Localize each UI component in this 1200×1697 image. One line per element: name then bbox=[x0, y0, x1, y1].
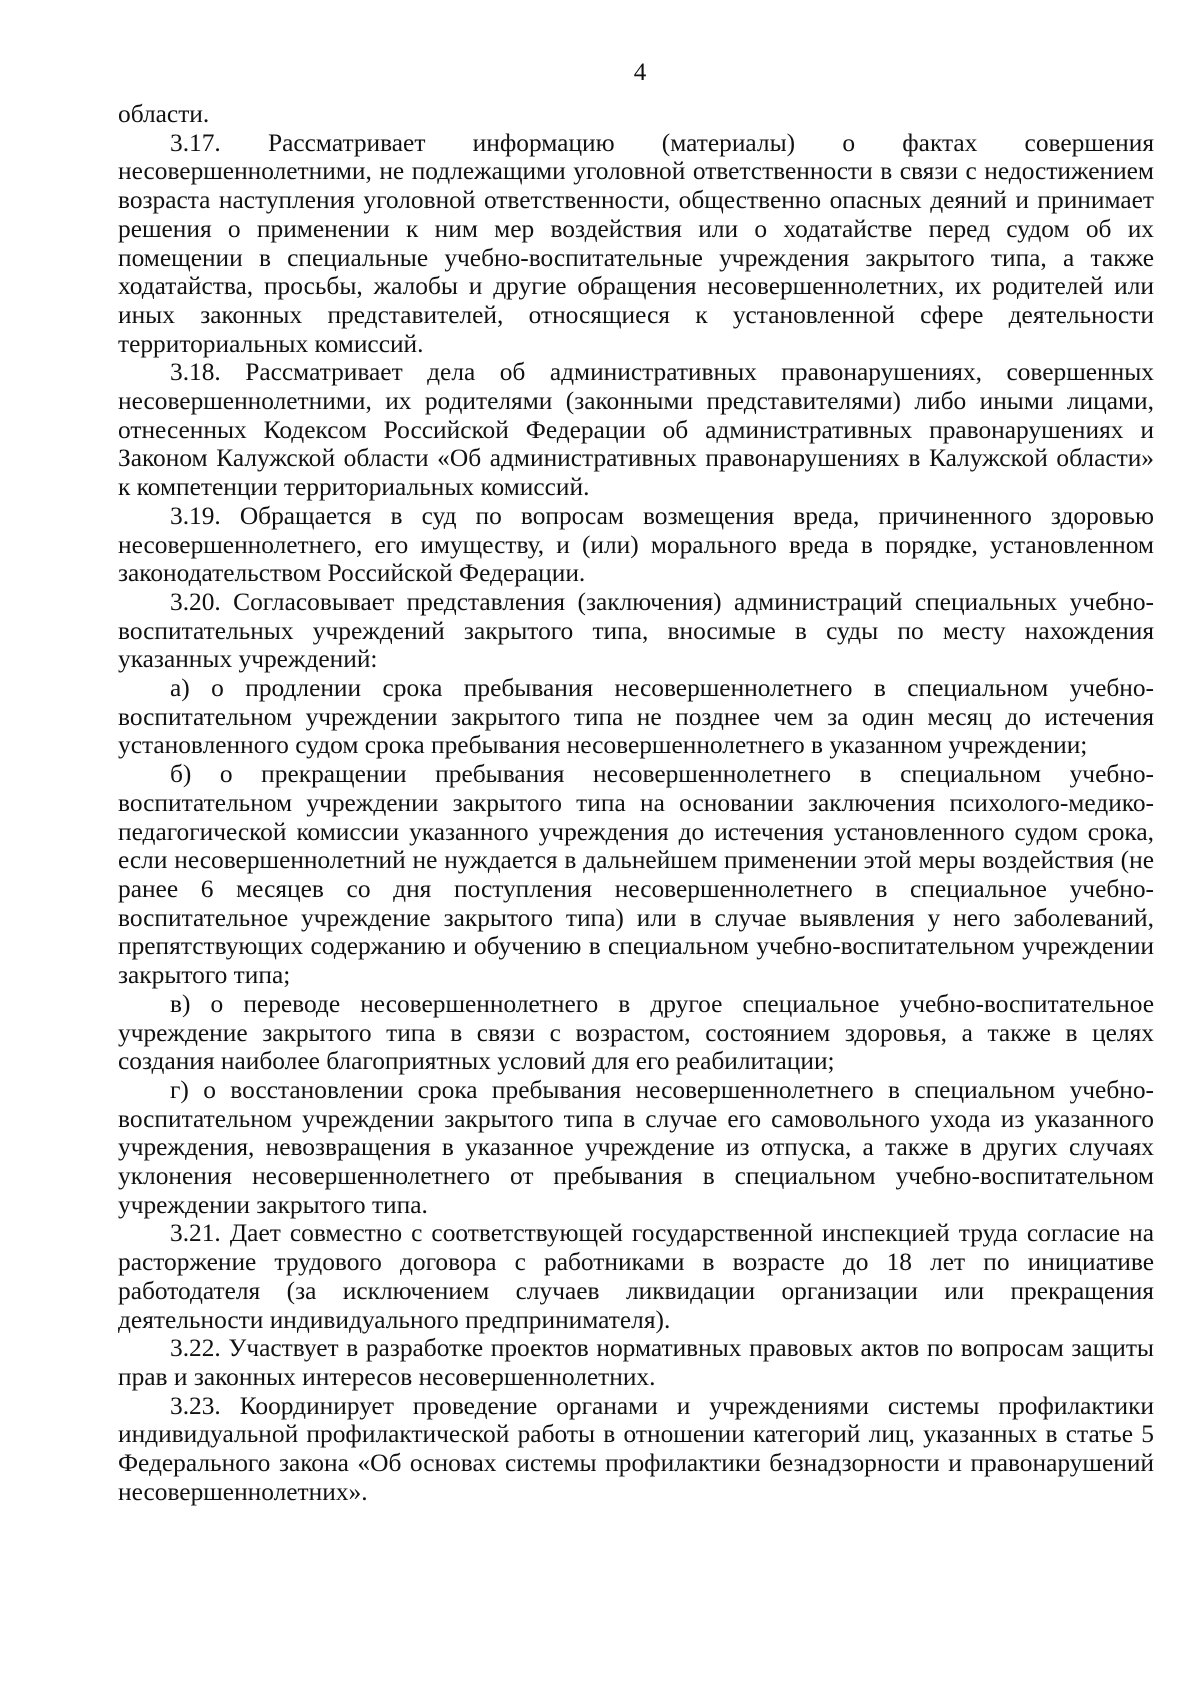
paragraph-3-20: 3.20. Согласовывает представления (заключения) администраций специальных учебно-воспитательных учреждений закрытого типа, вносимые в суды по месту нахождения указанных учреждений: bbox=[118, 587, 1154, 674]
list-item-3-20-g: г) о восстановлении срока пребывания несовершеннолетнего в специальном учебно-воспитательном учреждении закрытого типа в случае его самовольного ухода из указанного учреждения, невозвращения в указанное учреждение из отпуска, а также в других случаях уклонения несовершеннолетнего от пребывания в специальном учебно-воспитательном учреждении закрытого типа. bbox=[118, 1075, 1154, 1219]
page-number: 4 bbox=[633, 59, 647, 86]
paragraph-3-19: 3.19. Обращается в суд по вопросам возмещения вреда, причиненного здоровью несовершеннолетнего, его имуществу, и (или) морального вреда в порядке, установленном законодательством Российской Федерации. bbox=[118, 501, 1154, 588]
paragraph-3-23: 3.23. Координирует проведение органами и учреждениями системы профилактики индивидуальной профилактической работы в отношении категорий лиц, указанных в статье 5 Федерального закона «Об основах системы профилактики безнадзорности и правонарушений несовершеннолетних». bbox=[118, 1391, 1154, 1506]
paragraph-continuation: области. bbox=[118, 100, 210, 128]
paragraph-3-21: 3.21. Дает совместно с соответствующей государственной инспекцией труда согласие на расторжение трудового договора с работниками в возрасте до 18 лет по инициативе работодателя (за исключением случаев ликвидации организации или прекращения деятельности индивидуального предпринимателя). bbox=[118, 1219, 1154, 1334]
paragraph-3-17: 3.17. Рассматривает информацию (материалы) о фактах совершения несовершеннолетними, не подлежащими уголовной ответственности в связи с недостижением возраста наступления уголовной ответственности, общественно опасных деяний и принимает решения о применении к ним мер воздействия или о ходатайстве перед судом об их помещении в специальные учебно-воспитательные учреждения закрытого типа, а также ходатайства, просьбы, жалобы и другие обращения несовершеннолетних, их родителей или иных законных представителей, относящиеся к установленной сфере деятельности территориальных комиссий. bbox=[118, 128, 1154, 358]
paragraph-3-18: 3.18. Рассматривает дела об административных правонарушениях, совершенных несовершеннолетними, их родителями (законными представителями) либо иными лицами, отнесенных Кодексом Российской Федерации об административных правонарушениях и Законом Калужской области «Об административных правонарушениях в Калужской области» к компетенции территориальных комиссий. bbox=[118, 358, 1154, 502]
list-item-3-20-v: в) о переводе несовершеннолетнего в другое специальное учебно-воспитательное учреждение закрытого типа в связи с возрастом, состоянием здоровья, а также в целях создания наиболее благоприятных условий для его реабилитации; bbox=[118, 989, 1154, 1076]
list-item-3-20-a: а) о продлении срока пребывания несовершеннолетнего в специальном учебно-воспитательном учреждении закрытого типа не позднее чем за один месяц до истечения установленного судом срока пребывания несовершеннолетнего в указанном учреждении; bbox=[118, 674, 1154, 760]
list-item-3-20-b: б) о прекращении пребывания несовершеннолетнего в специальном учебно-воспитательном учреждении закрытого типа на основании заключения психолого-медико-педагогической комиссии указанного учреждения до истечения установленного судом срока, если несовершеннолетний не нуждается в дальнейшем применении этой меры воздействия (не ранее 6 месяцев со дня поступления несовершеннолетнего в специальное учебно-воспитательное учреждение закрытого типа) или в случае выявления у него заболеваний, препятствующих содержанию и обучению в специальном учебно-воспитательном учреждении закрытого типа; bbox=[118, 760, 1154, 990]
document-body bbox=[118, 100, 1154, 1506]
paragraph-3-22: 3.22. Участвует в разработке проектов нормативных правовых актов по вопросам защиты прав и законных интересов несовершеннолетних. bbox=[118, 1334, 1154, 1391]
